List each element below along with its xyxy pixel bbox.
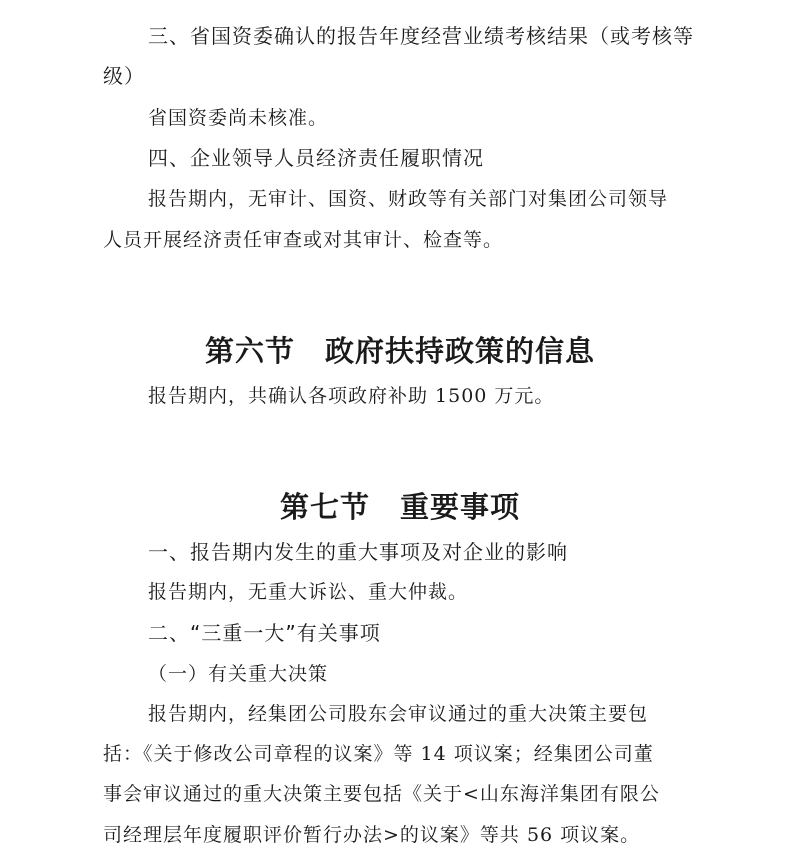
section7-item1-body: 报告期内，无重大诉讼、重大仲裁。 <box>148 581 469 603</box>
section7-item2-body-line3: 事会审议通过的重大决策主要包括《关于<山东海洋集团有限公 <box>103 783 660 805</box>
section7-item1-heading: 一、报告期内发生的重大事项及对企业的影响 <box>148 540 568 564</box>
section7-item2-body-line4: 司经理层年度履职评价暂行办法>的议案》等共 56 项议案。 <box>103 824 641 846</box>
section6-body: 报告期内，共确认各项政府补助 1500 万元。 <box>148 385 555 407</box>
section5-item3-body: 省国资委尚未核准。 <box>148 107 329 129</box>
section7-title <box>0 489 800 525</box>
section7-item2-body-line1: 报告期内，经集团公司股东会审议通过的重大决策主要包 <box>148 703 649 725</box>
section7-item2-heading: 二、“三重一大”有关事项 <box>148 621 381 645</box>
section6-title-number: 第六节 <box>204 334 295 368</box>
section6-title <box>0 333 800 369</box>
section7-title-text: 重要事项 <box>400 490 521 524</box>
section7-item2-body-line2: 括：《关于修改公司章程的议案》等 14 项议案；经集团公司董 <box>103 743 654 765</box>
section5-item4-body-line1: 报告期内，无审计、国资、财政等有关部门对集团公司领导 <box>148 188 669 210</box>
section5-item3-heading-line1: 三、省国资委确认的报告年度经营业绩考核结果（或考核等 <box>148 24 694 48</box>
section5-item4-body-line2: 人员开展经济责任审查或对其审计、检查等。 <box>103 229 504 251</box>
section7-title-number: 第七节 <box>279 490 370 524</box>
section6-title-text: 政府扶持政策的信息 <box>325 334 596 368</box>
section5-item4-heading: 四、企业领导人员经济责任履职情况 <box>148 146 484 170</box>
section5-item3-heading-line2: 级） <box>103 64 145 88</box>
section7-item2-subheading: （一）有关重大决策 <box>148 663 329 685</box>
